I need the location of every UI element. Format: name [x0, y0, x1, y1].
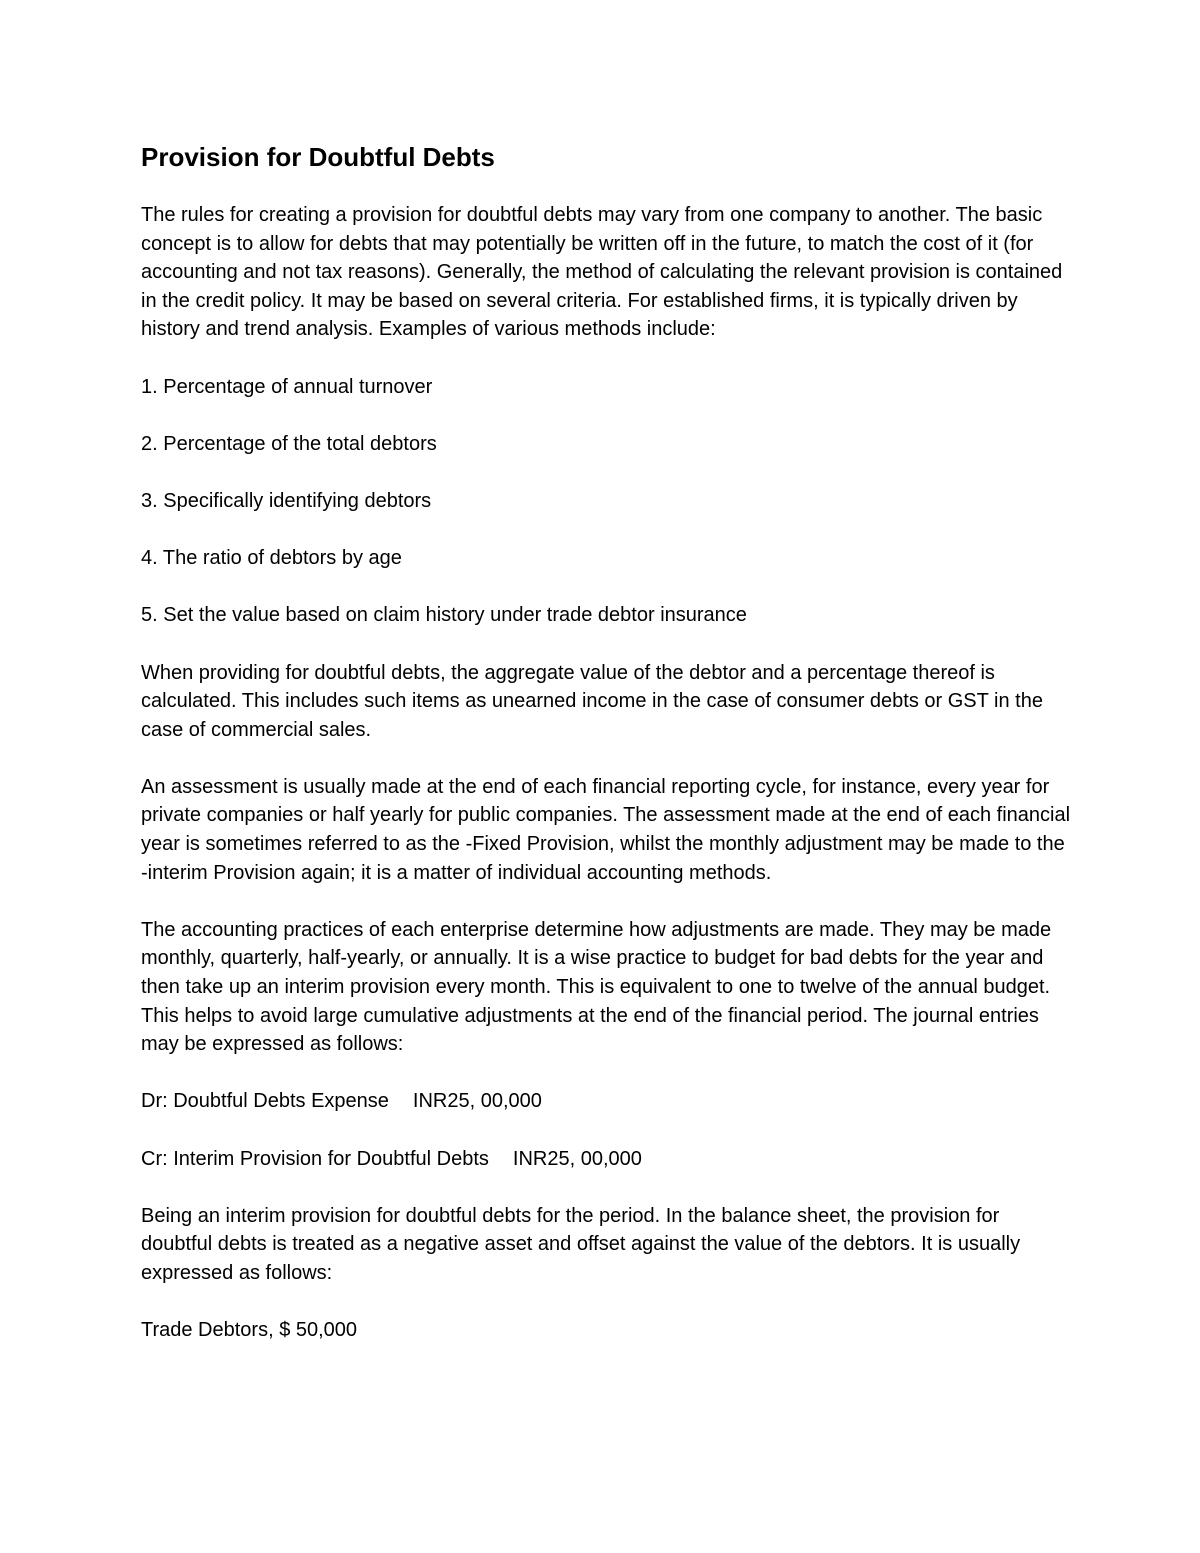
list-item: 2. Percentage of the total debtors	[141, 432, 437, 455]
aggregate-paragraph: When providing for doubtful debts, the aggregate value of the debtor and a percentage thereof is calculated. This includes such items as unearned income in the case of consumer debts or GST in the case of commercial sales.	[141, 661, 1043, 741]
list-item: 1. Percentage of annual turnover	[141, 375, 433, 398]
balance-sheet-paragraph: Being an interim provision for doubtful debts for the period. In the balance sheet, the provision for doubtful debts is treated as a negative asset and offset against the value of the debtors. It is usually expressed as follows:	[141, 1204, 1021, 1284]
credit-amount: INR25, 00,000	[512, 1147, 642, 1170]
practices-paragraph: The accounting practices of each enterprise determine how adjustments are made. They may be made monthly, quarterly, half-yearly, or annually. It is a wise practice to budget for bad debts for the year and then take up an interim provision every month. This is equivalent to one to twelve of the annual budget. This helps to avoid large cumulative adjustments at the end of the financial period. The journal entries may be expressed as follows:	[141, 918, 1052, 1056]
document-title: Provision for Doubtful Debts	[141, 142, 495, 172]
list-item: 3. Specifically identifying debtors	[141, 489, 432, 512]
list-item: 4. The ratio of debtors by age	[141, 547, 402, 570]
trade-debtors-line: Trade Debtors, $ 50,000	[141, 1319, 358, 1342]
debit-amount: INR25, 00,000	[412, 1090, 542, 1113]
intro-paragraph: The rules for creating a provision for doubtful debts may vary from one company to another. The basic concept is to allow for debts that may potentially be written off in the future, to match the cost of it (for accounting and not tax reasons). Generally, the method of calculating the relevant provision is contained in the credit policy. It may be based on several criteria. For established firms, it is typically driven by history and trend analysis. Examples of various methods include:	[141, 204, 1063, 341]
list-item: 5. Set the value based on claim history under trade debtor insurance	[141, 604, 747, 627]
debit-label: Dr: Doubtful Debts Expense	[141, 1090, 389, 1113]
credit-label: Cr: Interim Provision for Doubtful Debts	[141, 1147, 489, 1170]
document-page	[141, 140, 1071, 1373]
assessment-paragraph: An assessment is usually made at the end of each financial reporting cycle, for instance, every year for private companies or half yearly for public companies. The assessment made at the end of each financial year is sometimes referred to as the -Fixed Provision, whilst the monthly adjustment may be made to the -interim Provision again; it is a matter of individual accounting methods.	[141, 775, 1071, 884]
methods-list	[141, 373, 1071, 630]
journal-debit-entry	[141, 1087, 1071, 1116]
journal-credit-entry	[141, 1145, 1071, 1174]
